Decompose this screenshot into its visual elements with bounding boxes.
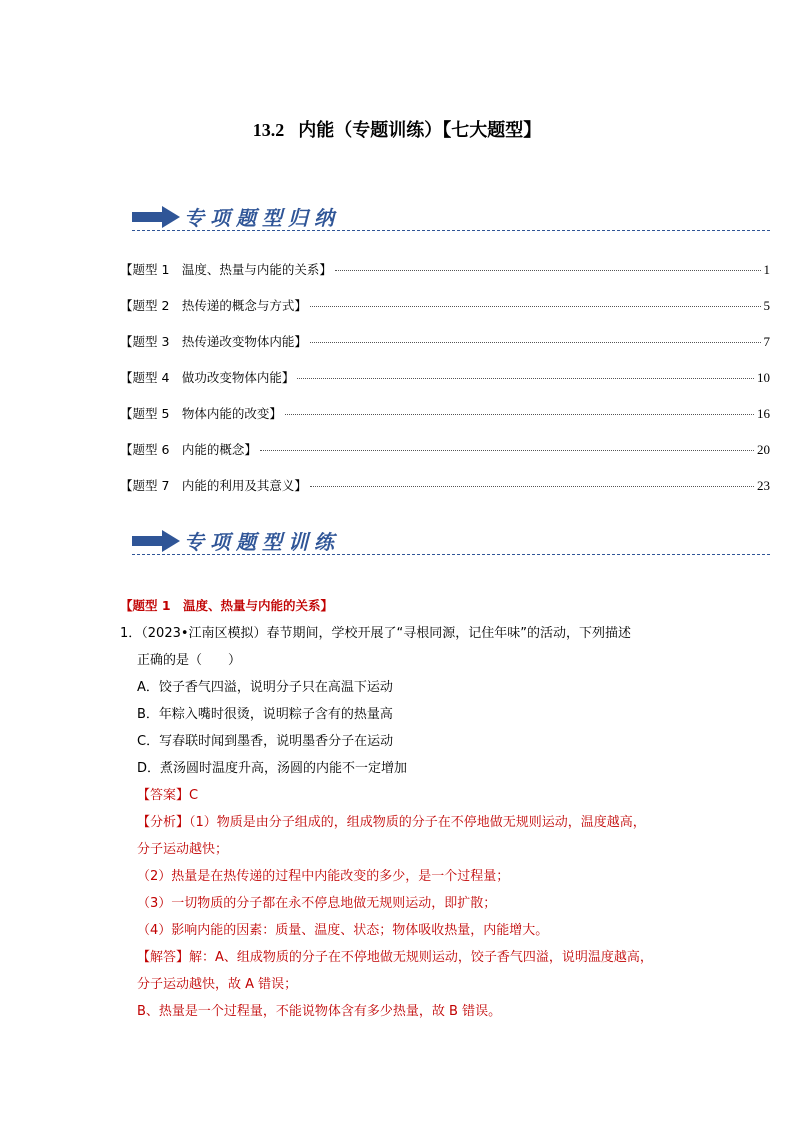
analysis-line: （4）影响内能的因素：质量、温度、状态；物体吸收热量，内能增大。 (137, 923, 549, 938)
toc-item-label: 【题型 6 内能的概念】 (120, 442, 257, 457)
section-banner-summary (132, 200, 770, 236)
toc-dot-leader (310, 306, 761, 307)
toc-item-label: 【题型 2 热传递的概念与方式】 (120, 298, 307, 313)
toc-item-page: 1 (763, 262, 770, 277)
analysis-line (120, 809, 680, 836)
toc-item-label: 【题型 7 内能的利用及其意义】 (120, 478, 307, 493)
toc-item[interactable] (120, 440, 770, 476)
toc-item-page: 7 (763, 334, 770, 349)
page-title (0, 116, 794, 142)
section-label-training: 专项题型训练 (184, 530, 340, 554)
solution-tag: 【解答】 (137, 950, 190, 965)
toc-dot-leader (310, 342, 761, 343)
solution-line: 分子运动越快，故 A 错误； (137, 977, 298, 992)
toc-item-page: 10 (757, 370, 770, 385)
section-divider (132, 554, 770, 555)
toc-dot-leader (310, 486, 754, 487)
toc-item[interactable] (120, 260, 770, 296)
title-number: 13.2 (252, 120, 285, 140)
toc-item-label: 【题型 4 做功改变物体内能】 (120, 370, 295, 385)
analysis-line: （3）一切物质的分子都在永不停息地做无规则运动，即扩散； (137, 896, 497, 911)
analysis-text: （1）物质是由分子组成的，组成物质的分子在不停地做无规则运动，温度越高， (189, 815, 646, 830)
analysis-line: （2）热量是在热传递的过程中内能改变的多少，是一个过程量； (137, 869, 510, 884)
title-text: 内能（专题训练）【七大题型】 (298, 120, 542, 141)
category-heading: 【题型 1 温度、热量与内能的关系】 (120, 598, 334, 613)
section-divider (132, 230, 770, 231)
analysis-line: 分子运动越快； (137, 842, 229, 857)
question-block (120, 620, 680, 1025)
solution-line: B、热量是一个过程量，不能说物体含有多少热量，故 B 错误。 (137, 1004, 502, 1019)
toc-item-page: 23 (757, 478, 770, 493)
arrow-right-icon (132, 530, 180, 552)
answer-value: C (189, 788, 199, 803)
toc-item[interactable] (120, 332, 770, 368)
toc-item[interactable] (120, 296, 770, 332)
toc-item-label: 【题型 1 温度、热量与内能的关系】 (120, 262, 332, 277)
option-b: B．年粽入嘴时很烫，说明粽子含有的热量高 (137, 707, 393, 722)
toc-dot-leader (335, 270, 761, 271)
option-a: A．饺子香气四溢，说明分子只在高温下运动 (137, 680, 393, 695)
toc-dot-leader (285, 414, 754, 415)
toc-item-label: 【题型 3 热传递改变物体内能】 (120, 334, 307, 349)
section-banner-training (132, 524, 770, 560)
toc-dot-leader (297, 378, 754, 379)
toc-item-page: 20 (757, 442, 770, 457)
question-stem: 1．（2023•江南区模拟）春节期间，学校开展了“寻根同源，记住年味”的活动，下列描述 (120, 626, 631, 641)
toc-item[interactable] (120, 476, 770, 512)
answer-line (120, 782, 680, 809)
solution-text: 解：A、组成物质的分子在不停地做无规则运动，饺子香气四溢，说明温度越高， (189, 950, 653, 965)
option-c: C．写春联时闻到墨香，说明墨香分子在运动 (137, 734, 394, 749)
answer-tag: 【答案】 (137, 788, 190, 803)
toc-item-label: 【题型 5 物体内能的改变】 (120, 406, 282, 421)
toc-item-page: 5 (763, 298, 770, 313)
option-d: D．煮汤圆时温度升高，汤圆的内能不一定增加 (137, 761, 408, 776)
toc-item-page: 16 (757, 406, 770, 421)
section-label-summary: 专项题型归纳 (184, 206, 340, 230)
toc-item[interactable] (120, 368, 770, 404)
toc-dot-leader (260, 450, 754, 451)
table-of-contents (120, 260, 770, 512)
toc-item[interactable] (120, 404, 770, 440)
question-stem-cont: 正确的是（ ） (137, 653, 242, 668)
question-content (120, 596, 680, 1025)
analysis-tag: 【分析】 (137, 815, 190, 830)
solution-line (120, 944, 680, 971)
arrow-right-icon (132, 206, 180, 228)
